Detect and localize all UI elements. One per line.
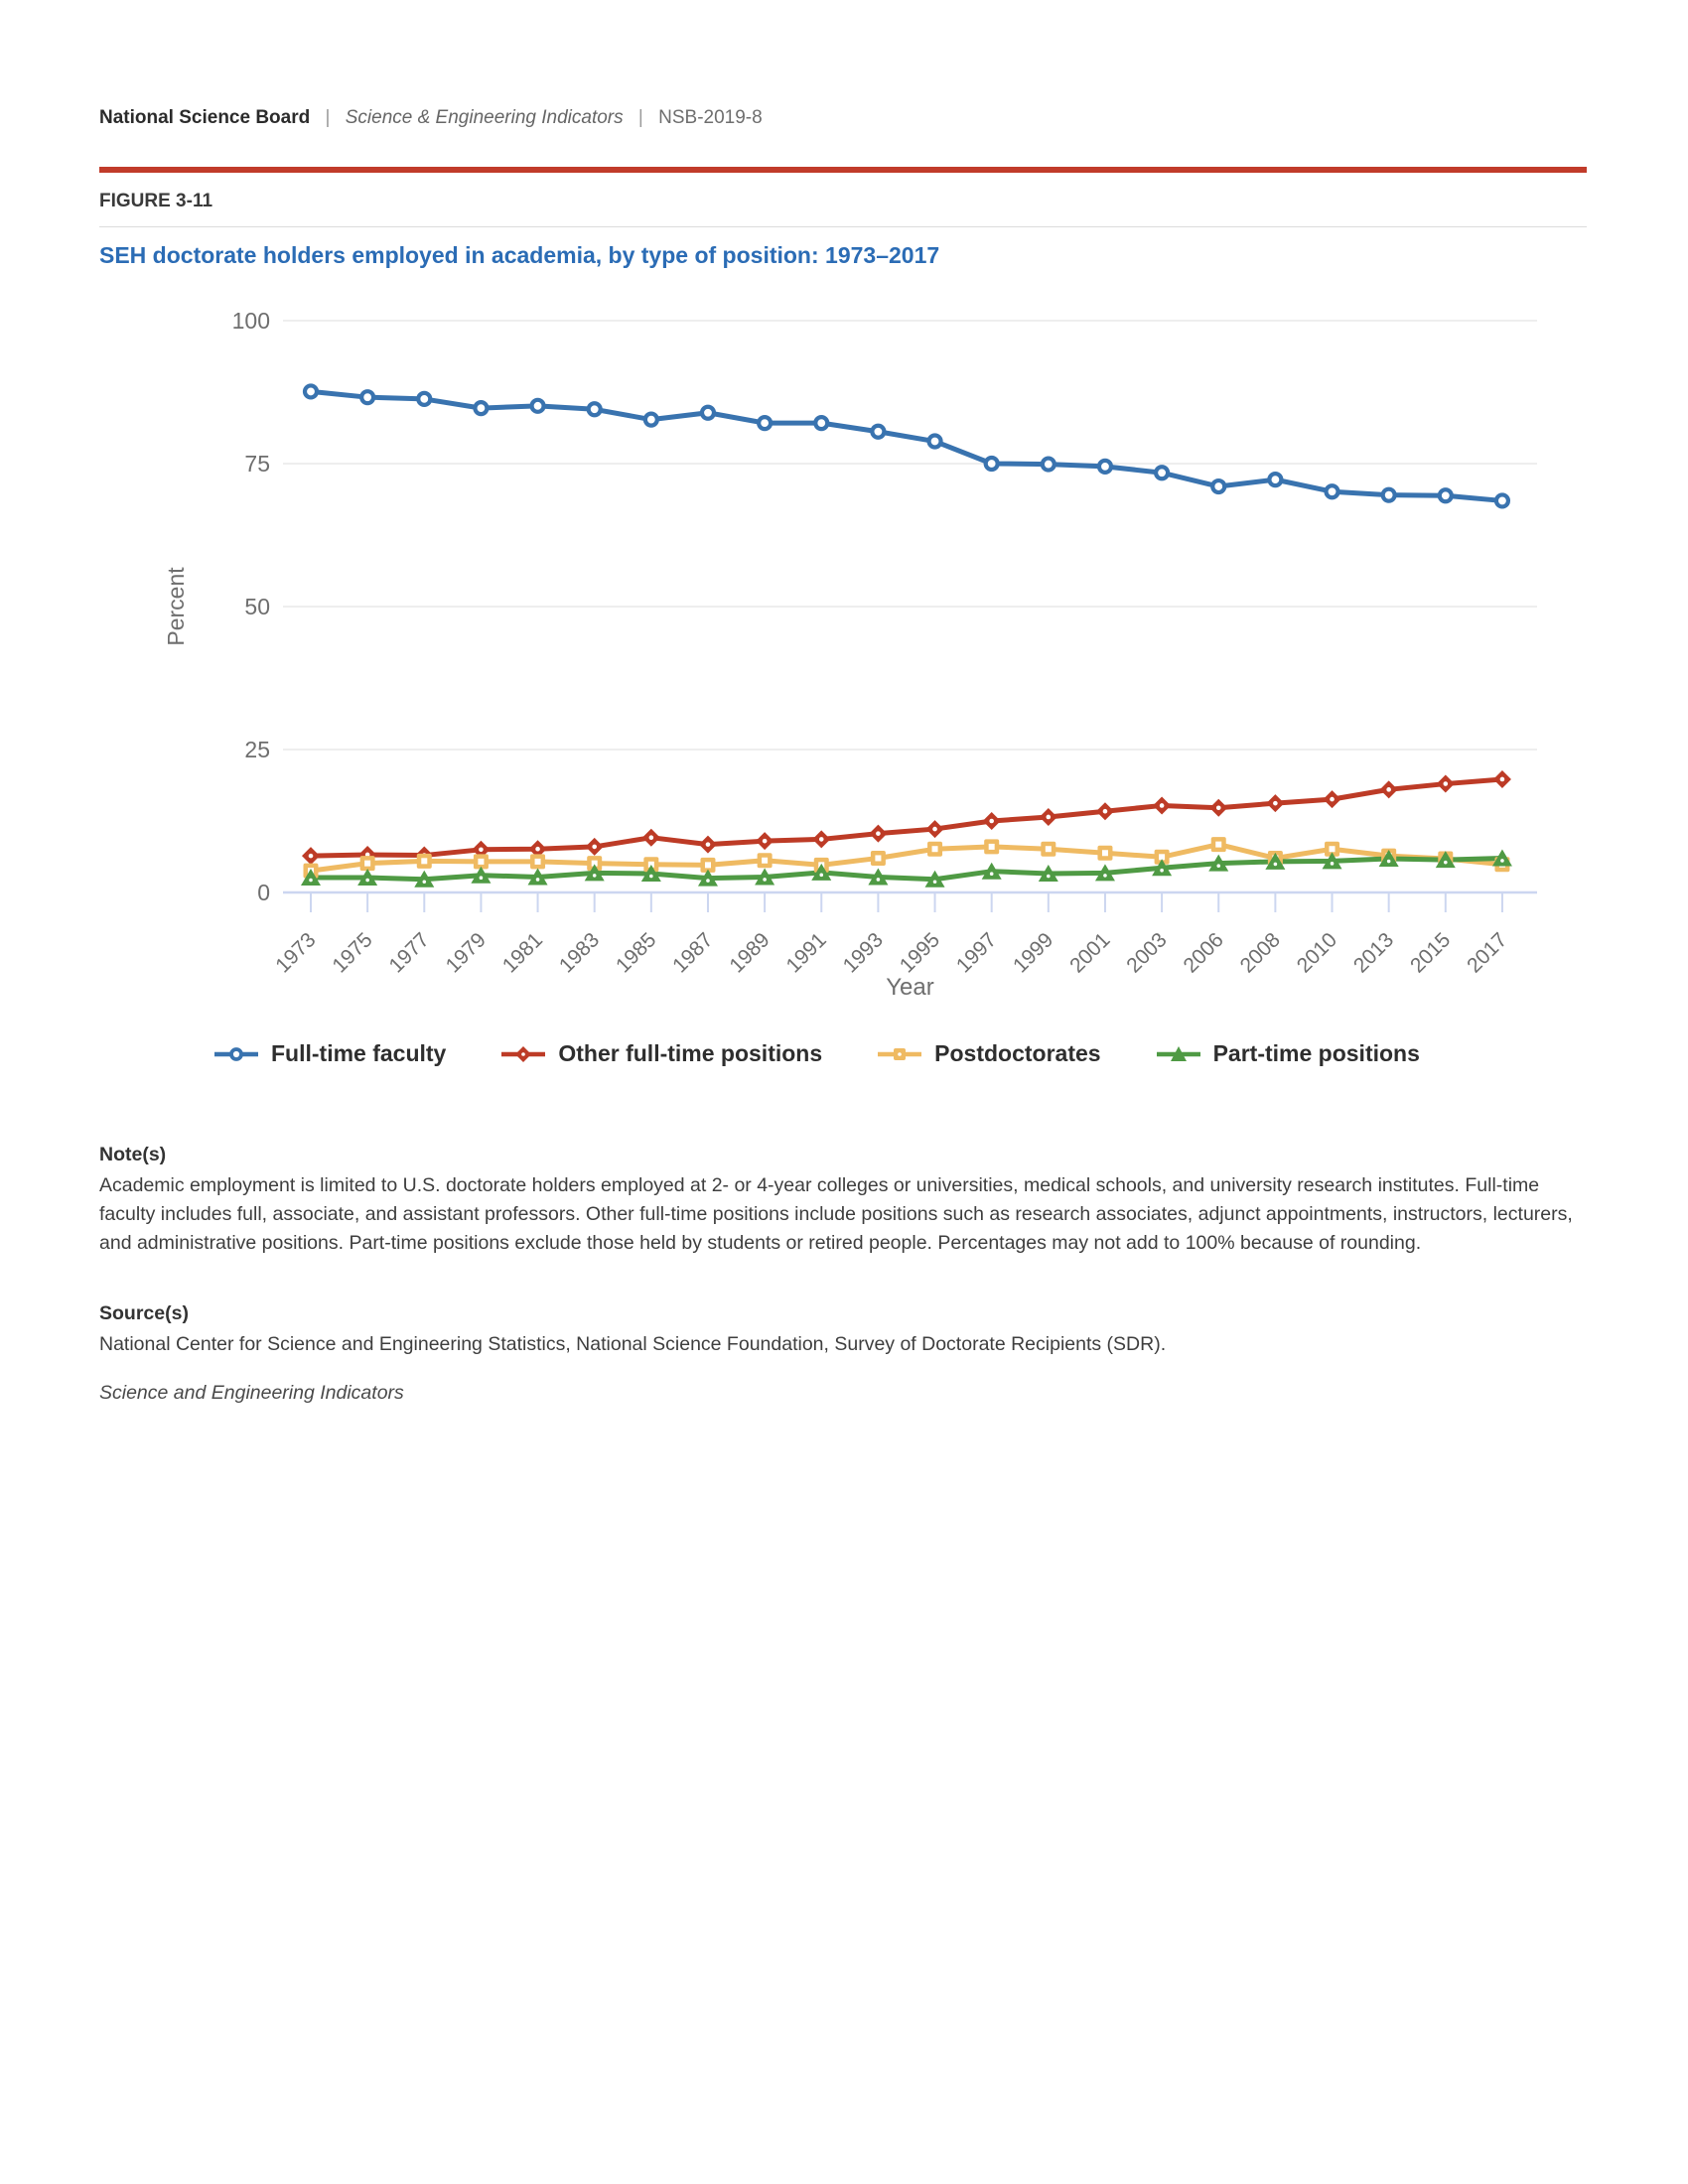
data-point-full-time-faculty[interactable]: [645, 414, 657, 426]
data-point-full-time-faculty[interactable]: [929, 436, 941, 448]
x-tick-label: 2008: [1235, 928, 1285, 978]
data-point-full-time-faculty[interactable]: [1383, 489, 1395, 501]
x-tick-label: 1997: [951, 928, 1002, 978]
data-point-part-time-positions-center: [649, 875, 653, 879]
legend-marker-triangle-icon: [1156, 1043, 1201, 1065]
series-line-other-full-time-positions: [311, 779, 1502, 856]
data-point-postdoctorates-center: [1330, 846, 1336, 852]
x-tick-label: 2003: [1122, 928, 1172, 978]
data-point-full-time-faculty[interactable]: [1440, 489, 1452, 501]
data-point-full-time-faculty[interactable]: [1212, 480, 1224, 492]
data-point-part-time-positions-center: [763, 878, 767, 882]
data-point-other-full-time-positions-center: [649, 835, 654, 840]
y-tick-label: 75: [244, 451, 270, 477]
data-point-postdoctorates-center: [364, 861, 370, 867]
data-point-full-time-faculty[interactable]: [1099, 461, 1111, 473]
figure-title: SEH doctorate holders employed in academia, by type of position: 1973–2017: [99, 242, 940, 268]
y-axis-title: Percent: [163, 567, 189, 646]
data-point-part-time-positions-center: [480, 876, 484, 880]
header-publication: Science & Engineering Indicators: [345, 107, 624, 128]
notes-body: Academic employment is limited to U.S. doctorate holders employed at 2- or 4-year colleges or universities, medical schools, and university research institutes. Full-time faculty includes full, associate, and assistant professors. Other full-time positions include positions such as research associates, adjunct appointments, instructors, lecturers, and administrative positions. Part-time positions exclude those held by students or retired people. Percentages may not add to 100% because of rounding.: [99, 1174, 1573, 1254]
legend-item-other-full-time-positions[interactable]: [500, 1040, 822, 1067]
report-header: [99, 107, 763, 129]
data-point-postdoctorates-center: [421, 858, 427, 864]
data-point-other-full-time-positions-center: [989, 819, 994, 824]
legend-item-full-time-faculty[interactable]: [213, 1040, 446, 1067]
line-chart: [0, 278, 1688, 1013]
data-point-other-full-time-positions-center: [1160, 803, 1165, 808]
x-tick-label: 2017: [1463, 928, 1512, 978]
data-point-other-full-time-positions-center: [819, 837, 824, 842]
data-point-postdoctorates-center: [1046, 846, 1052, 852]
header-separator-1: |: [325, 107, 331, 128]
data-point-part-time-positions-center: [1103, 874, 1107, 878]
data-point-postdoctorates-center: [705, 862, 711, 868]
data-point-part-time-positions-center: [819, 874, 823, 878]
x-axis-title: Year: [886, 974, 934, 1001]
header-org: National Science Board: [99, 107, 311, 128]
x-tick-label: 1987: [668, 928, 718, 978]
legend-marker-diamond-icon: [500, 1043, 546, 1065]
data-point-part-time-positions-center: [309, 879, 313, 883]
data-point-part-time-positions-center: [593, 874, 597, 878]
data-point-postdoctorates-center: [762, 858, 768, 864]
data-point-part-time-positions-center: [1444, 861, 1448, 865]
data-point-other-full-time-positions-center: [1216, 805, 1221, 810]
legend-marker-shape: [231, 1049, 241, 1059]
x-tick-label: 1977: [384, 928, 434, 978]
data-point-other-full-time-positions-center: [1273, 801, 1278, 806]
x-tick-label: 2015: [1406, 928, 1456, 978]
data-point-part-time-positions-center: [1387, 860, 1391, 864]
x-tick-label: 1989: [725, 928, 774, 978]
x-tick-label: 1993: [838, 928, 888, 978]
legend-marker-dot: [898, 1052, 902, 1056]
x-tick-label: 1981: [497, 928, 548, 978]
data-point-other-full-time-positions-center: [1047, 815, 1052, 820]
data-point-part-time-positions-center: [422, 880, 426, 884]
x-tick-label: 2013: [1348, 928, 1399, 978]
notes-heading: Note(s): [99, 1144, 167, 1165]
data-point-full-time-faculty[interactable]: [589, 403, 601, 415]
data-point-part-time-positions-center: [1216, 864, 1220, 868]
data-point-full-time-faculty[interactable]: [1496, 494, 1508, 506]
x-tick-label: 1995: [895, 928, 945, 978]
y-tick-label: 50: [244, 594, 270, 619]
y-tick-label: 0: [257, 880, 270, 905]
data-point-other-full-time-positions-center: [876, 831, 881, 836]
data-point-postdoctorates-center: [989, 844, 995, 850]
data-point-full-time-faculty[interactable]: [1327, 485, 1338, 497]
data-point-postdoctorates-center: [1215, 842, 1221, 848]
data-point-part-time-positions-center: [1331, 862, 1335, 866]
data-point-part-time-positions-center: [706, 879, 710, 883]
legend-label-postdoctorates: Postdoctorates: [934, 1040, 1101, 1066]
data-point-full-time-faculty[interactable]: [475, 402, 487, 414]
data-point-other-full-time-positions-center: [592, 845, 597, 850]
data-point-part-time-positions-center: [877, 878, 881, 882]
data-point-other-full-time-positions-center: [1330, 797, 1335, 802]
data-point-part-time-positions-center: [1274, 863, 1278, 867]
data-point-part-time-positions-center: [1047, 875, 1051, 879]
data-point-full-time-faculty[interactable]: [872, 426, 884, 438]
data-point-full-time-faculty[interactable]: [305, 385, 317, 397]
accent-rule: [99, 167, 1587, 173]
legend-marker-square-icon: [877, 1043, 922, 1065]
header-report-id: NSB-2019-8: [658, 107, 763, 128]
chart-legend: [213, 1040, 1475, 1067]
x-tick-label: 1979: [441, 928, 491, 978]
data-point-postdoctorates-center: [932, 846, 938, 852]
x-tick-label: 2006: [1179, 928, 1228, 978]
legend-item-postdoctorates[interactable]: [877, 1040, 1100, 1067]
data-point-part-time-positions-center: [536, 878, 540, 882]
figure-label: FIGURE 3-11: [99, 191, 213, 211]
legend-label-full-time-faculty: Full-time faculty: [271, 1040, 447, 1066]
legend-marker-dot: [522, 1052, 526, 1056]
x-tick-label: 1975: [328, 928, 377, 978]
y-tick-label: 100: [231, 308, 270, 334]
x-tick-label: 2010: [1292, 928, 1342, 978]
x-tick-label: 1999: [1009, 928, 1058, 978]
y-tick-label: 25: [244, 737, 270, 762]
data-point-postdoctorates-center: [478, 859, 484, 865]
sources-body: National Center for Science and Engineering Statistics, National Science Foundation, Survey of Doctorate Recipients (SDR).: [99, 1333, 1167, 1355]
data-point-postdoctorates-center: [535, 859, 541, 865]
data-point-full-time-faculty[interactable]: [1156, 467, 1168, 478]
data-point-part-time-positions-center: [365, 879, 369, 883]
data-point-other-full-time-positions-center: [1103, 809, 1108, 814]
data-point-postdoctorates-center: [875, 855, 881, 861]
data-point-full-time-faculty[interactable]: [1269, 474, 1281, 485]
sources-heading: Source(s): [99, 1302, 189, 1324]
x-tick-label: 1991: [781, 928, 831, 978]
data-point-part-time-positions-center: [1500, 859, 1504, 863]
x-tick-label: 1983: [554, 928, 605, 978]
data-point-other-full-time-positions-center: [1386, 787, 1391, 792]
data-point-full-time-faculty[interactable]: [986, 458, 998, 470]
figure-divider: [99, 226, 1587, 227]
data-point-full-time-faculty[interactable]: [361, 391, 373, 403]
x-tick-label: 1985: [612, 928, 661, 978]
data-point-other-full-time-positions-center: [309, 854, 314, 859]
data-point-full-time-faculty[interactable]: [815, 417, 827, 429]
data-point-other-full-time-positions-center: [706, 842, 711, 847]
data-point-full-time-faculty[interactable]: [418, 393, 430, 405]
data-point-part-time-positions-center: [1160, 869, 1164, 873]
legend-label-part-time-positions: Part-time positions: [1212, 1040, 1420, 1066]
data-point-full-time-faculty[interactable]: [759, 417, 771, 429]
data-point-other-full-time-positions-center: [479, 848, 484, 853]
data-point-part-time-positions-center: [933, 880, 937, 884]
data-point-other-full-time-positions-center: [932, 827, 937, 832]
data-point-other-full-time-positions-center: [1500, 777, 1505, 782]
x-tick-label: 2001: [1065, 928, 1115, 978]
data-point-other-full-time-positions-center: [1444, 781, 1449, 786]
header-separator-2: |: [637, 107, 643, 128]
x-tick-label: 1973: [271, 928, 321, 978]
legend-label-other-full-time-positions: Other full-time positions: [558, 1040, 823, 1066]
series-line-full-time-faculty: [311, 391, 1502, 500]
footer-publication: Science and Engineering Indicators: [99, 1382, 404, 1404]
data-point-full-time-faculty[interactable]: [702, 407, 714, 419]
data-point-full-time-faculty[interactable]: [532, 400, 544, 412]
data-point-other-full-time-positions-center: [535, 847, 540, 852]
data-point-postdoctorates-center: [1102, 850, 1108, 856]
data-point-part-time-positions-center: [990, 872, 994, 876]
data-point-other-full-time-positions-center: [763, 839, 768, 844]
data-point-full-time-faculty[interactable]: [1043, 459, 1055, 471]
legend-marker-circle-icon: [213, 1043, 259, 1065]
legend-item-part-time-positions[interactable]: [1156, 1040, 1420, 1067]
